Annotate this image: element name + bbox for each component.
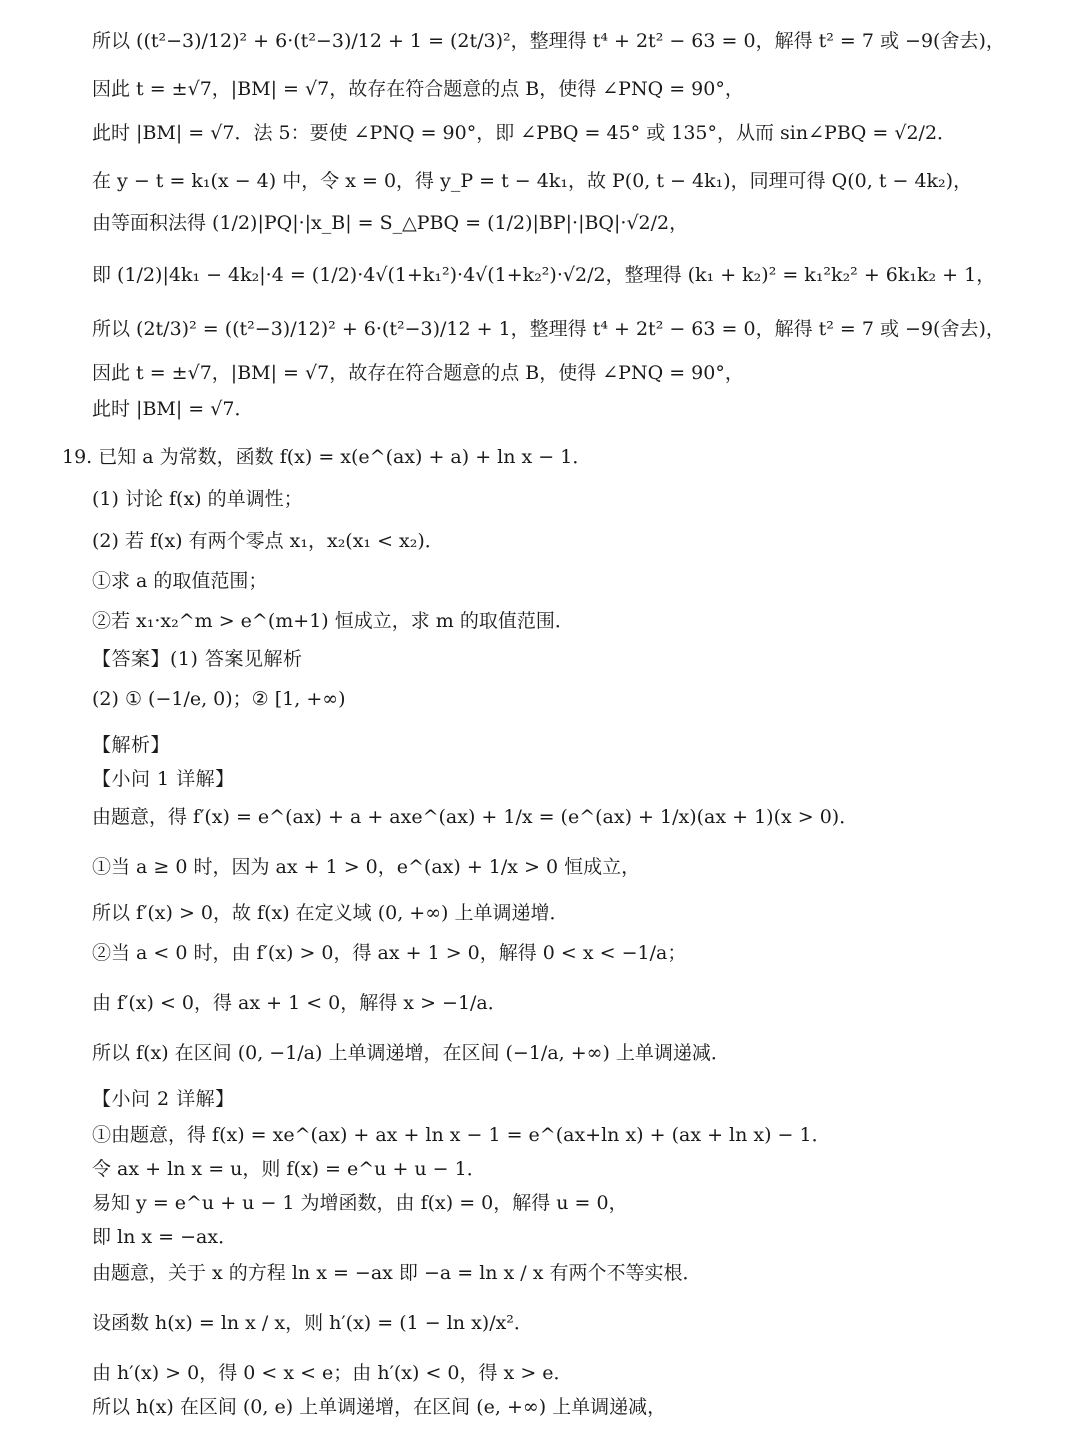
- text-line: ①由题意，得 f(x) = xe^(ax) + ax + ln x − 1 = e^(ax+ln x) + (ax + ln x) − 1．: [92, 1124, 831, 1146]
- text-line: 所以 f(x) 在区间 (0, −1/a) 上单调递增，在区间 (−1/a, +∞) 上单调递减．: [92, 1042, 730, 1064]
- text-line: ①当 a ≥ 0 时，因为 ax + 1 > 0，e^(ax) + 1/x > 0 恒成立，: [92, 856, 641, 878]
- subquestion1-heading: 【小问 1 详解】: [92, 768, 235, 790]
- analysis-heading: 【解析】: [92, 734, 171, 756]
- text-line: 因此 t = ±√7，|BM| = √7，故存在符合题意的点 B，使得 ∠PNQ = 90°，: [92, 362, 744, 384]
- question-stem: 19. 已知 a 为常数，函数 f(x) = x(e^(ax) + a) + ln x − 1．: [62, 446, 592, 468]
- text-line: 所以 ((t²−3)/12)² + 6·(t²−3)/12 + 1 = (2t/3)²，整理得 t⁴ + 2t² − 63 = 0，解得 t² = 7 或 −9(舍去)，: [92, 30, 1005, 52]
- text-line: 即 (1/2)|4k₁ − 4k₂|·4 = (1/2)·4√(1+k₁²)·4√(1+k₂²)·√2/2，整理得 (k₁ + k₂)² = k₁²k₂² + 6k₁k₂ + 1，: [92, 264, 996, 286]
- text-line: ②当 a < 0 时，由 f′(x) > 0，得 ax + 1 > 0，解得 0 < x < −1/a；: [92, 942, 687, 964]
- text-line: 此时 |BM| = √7．: [92, 398, 254, 420]
- sub-question: ①求 a 的取值范围；: [92, 570, 268, 592]
- text-line: 所以 (2t/3)² = ((t²−3)/12)² + 6·(t²−3)/12 + 1，整理得 t⁴ + 2t² − 63 = 0，解得 t² = 7 或 −9(舍去)，: [92, 318, 1005, 340]
- text-line: 由 f′(x) < 0，得 ax + 1 < 0，解得 x > −1/a．: [92, 992, 507, 1014]
- text-line: 所以 h(x) 在区间 (0, e) 上单调递增，在区间 (e, +∞) 上单调递减，: [92, 1396, 667, 1418]
- sub-question: ②若 x₁·x₂^m > e^(m+1) 恒成立，求 m 的取值范围．: [92, 610, 574, 632]
- text-line: 设函数 h(x) = ln x / x，则 h′(x) = (1 − ln x)/x²．: [92, 1312, 533, 1334]
- text-line: 因此 t = ±√7，|BM| = √7，故存在符合题意的点 B，使得 ∠PNQ = 90°，: [92, 78, 744, 100]
- text-line: 由等面积法得 (1/2)|PQ|·|x_B| = S_△PBQ = (1/2)|BP|·|BQ|·√2/2，: [92, 212, 689, 234]
- sub-question: (1) 讨论 f(x) 的单调性；: [92, 488, 303, 510]
- text-line: 由题意，得 f′(x) = e^(ax) + a + axe^(ax) + 1/x = (e^(ax) + 1/x)(ax + 1)(x > 0)．: [92, 806, 859, 828]
- text-line: 易知 y = e^u + u − 1 为增函数，由 f(x) = 0，解得 u = 0，: [92, 1192, 628, 1214]
- text-line: 即 ln x = −ax．: [92, 1226, 238, 1248]
- subquestion2-heading: 【小问 2 详解】: [92, 1088, 235, 1110]
- answer-line: (2) ① (−1/e, 0)；② [1, +∞): [92, 688, 346, 710]
- text-line: 由题意，关于 x 的方程 ln x = −ax 即 −a = ln x / x 有两个不等实根．: [92, 1262, 702, 1284]
- text-line: 由 h′(x) > 0，得 0 < x < e；由 h′(x) < 0，得 x > e．: [92, 1362, 573, 1384]
- text-line: 令 ax + ln x = u，则 f(x) = e^u + u − 1．: [92, 1158, 486, 1180]
- sub-question: (2) 若 f(x) 有两个零点 x₁，x₂(x₁ < x₂)．: [92, 530, 444, 552]
- text-line: 此时 |BM| = √7．法 5：要使 ∠PNQ = 90°，即 ∠PBQ = 45° 或 135°，从而 sin∠PBQ = √2/2．: [92, 122, 957, 144]
- answer-heading: 【答案】(1) 答案见解析: [92, 648, 303, 670]
- text-line: 所以 f′(x) > 0，故 f(x) 在定义域 (0, +∞) 上单调递增．: [92, 902, 569, 924]
- text-line: 在 y − t = k₁(x − 4) 中，令 x = 0，得 y_P = t − 4k₁，故 P(0, t − 4k₁)，同理可得 Q(0, t − 4k₂)，: [92, 170, 973, 192]
